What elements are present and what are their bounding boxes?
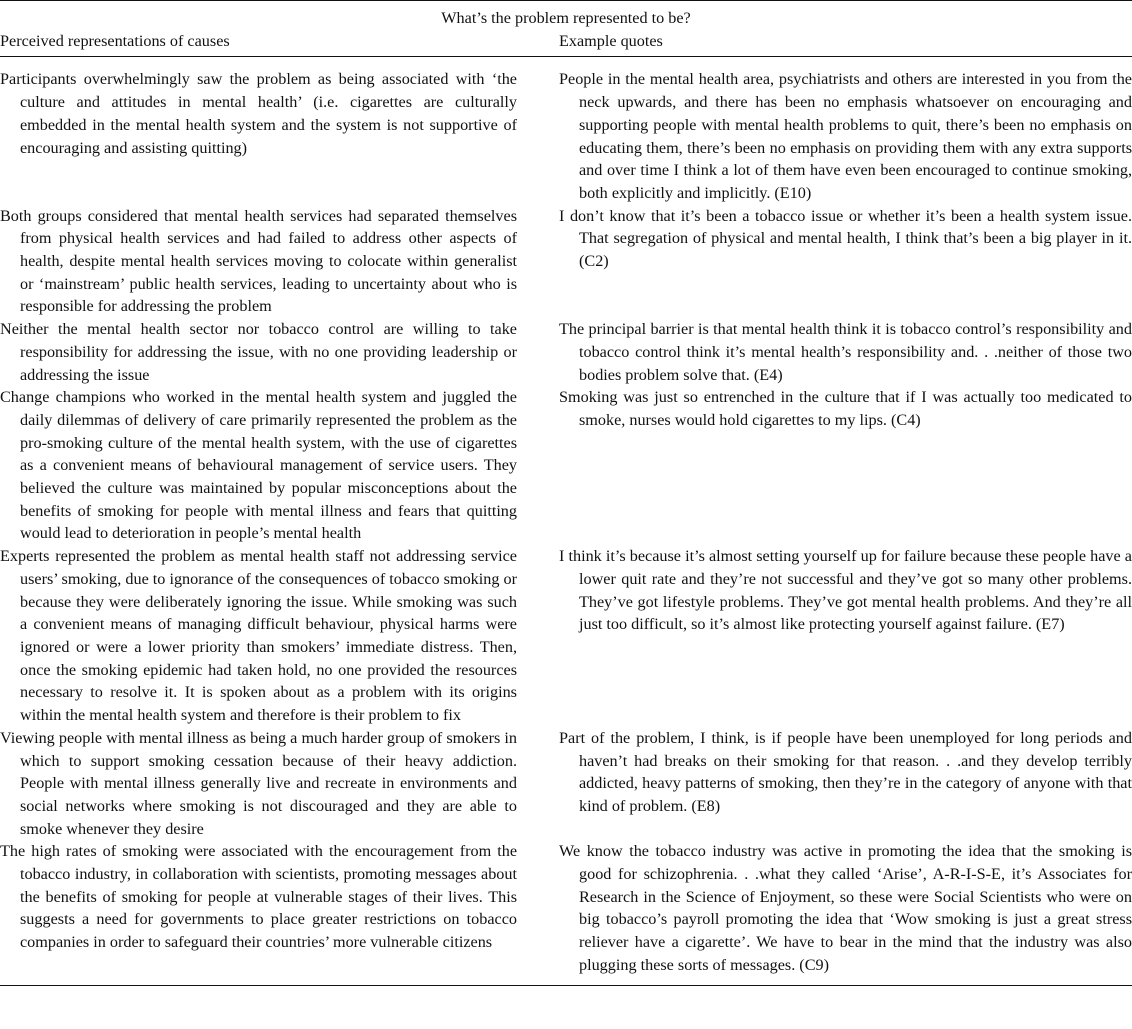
quote-text: People in the mental health area, psychiatrists and others are interested in you from the neck upwards, and there has been no emphasis whatsoever on encouraging and supporting people with mental health problems to quit, there’s been no emphasis on educating them, there’s been no emphasis on providing them with any extra supports and over time I think a lot of them have even been encouraged to continue smoking, both explicitly and implicitly. (E10) xyxy=(559,70,1132,202)
table-supertitle: What’s the problem represented to be? xyxy=(0,1,1132,30)
column-header-quotes: Example quotes xyxy=(559,30,1132,57)
quote-cell xyxy=(559,318,1132,386)
cause-text: Neither the mental health sector nor tobacco control are willing to take responsibility for addressing the issue, with no one providing leadership or addressing the issue xyxy=(0,320,517,384)
quote-cell xyxy=(559,386,1132,545)
cause-cell xyxy=(0,840,559,985)
cause-text: The high rates of smoking were associated with the encouragement from the tobacco industry, in collaboration with scientists, promoting messages about the benefits of smoking for people at vulnerable stages of their lives. This suggests a need for governments to place greater restrictions on tobacco companies in order to safeguard their countries’ more vulnerable citizens xyxy=(0,842,517,952)
column-header-row xyxy=(0,30,1132,57)
table-supertitle-row xyxy=(0,1,1132,30)
table-row xyxy=(0,840,1132,985)
quote-cell xyxy=(559,727,1132,841)
table-row xyxy=(0,57,1132,205)
quote-cell xyxy=(559,205,1132,319)
quote-text: I think it’s because it’s almost setting yourself up for failure because these people have a lower quit rate and they’re not successful and they’ve got so many other problems. They’ve got lifestyle problems. They’ve got mental health problems. And they’re all just too difficult, so it’s almost like protecting yourself against failure. (E7) xyxy=(559,547,1132,634)
table-body xyxy=(0,57,1132,985)
table-row xyxy=(0,386,1132,545)
quote-text: The principal barrier is that mental health think it is tobacco control’s responsibility and tobacco control think it’s mental health’s responsibility and. . .neither of those two bodies problem solve that. (E4) xyxy=(559,320,1132,384)
table-row xyxy=(0,545,1132,727)
cause-cell xyxy=(0,57,559,205)
cause-text: Participants overwhelmingly saw the problem as being associated with ‘the culture and attitudes in mental health’ (i.e. cigarettes are culturally embedded in the mental health system and the system is not supportive of encouraging and assisting quitting) xyxy=(0,70,517,157)
cause-text: Viewing people with mental illness as being a much harder group of smokers in which to support smoking cessation because of their heavy addiction. People with mental illness generally live and recreate in environments and social networks where smoking is not discouraged and they are able to smoke whenever they desire xyxy=(0,728,517,838)
quote-text: I don’t know that it’s been a tobacco issue or whether it’s been a health system issue. That segregation of physical and mental health, I think that’s been a big player in it. (C2) xyxy=(559,206,1132,271)
column-header-causes: Perceived representations of causes xyxy=(0,30,559,57)
quote-text: We know the tobacco industry was active in promoting the idea that the smoking is good for schizophrenia. . .what they called ‘Arise’, A-R-I-S-E, it’s Associates for Research in the Science of Enjoyment, so these were Social Scientists who were on big tobacco’s payroll promoting the idea that ‘Wow smoking is just a great stress reliever have a cigarette’. We have to bear in the mind that the industry was also plugging these sorts of messages. (C9) xyxy=(559,842,1132,974)
cause-text: Both groups considered that mental health services had separated themselves from physical health services and had failed to address other aspects of health, despite mental health services moving to colocate within generalist or ‘mainstream’ public health services, leading to uncertainty about who is responsible for addressing the problem xyxy=(0,206,517,316)
table-header xyxy=(0,1,1132,57)
quote-cell xyxy=(559,840,1132,985)
quote-text: Part of the problem, I think, is if people have been unemployed for long periods and haven’t had breaks on their smoking for that reason. . .and they develop terribly addicted, heavy patterns of smoking, then they’re in the category of anyone with that kind of problem. (E8) xyxy=(559,728,1132,815)
table-row xyxy=(0,318,1132,386)
cause-cell xyxy=(0,727,559,841)
quote-text: Smoking was just so entrenched in the culture that if I was actually too medicated to smoke, nurses would hold cigarettes to my lips. (C4) xyxy=(559,388,1132,429)
quote-cell xyxy=(559,545,1132,727)
cause-cell xyxy=(0,318,559,386)
table-row xyxy=(0,727,1132,841)
quote-cell xyxy=(559,57,1132,205)
cause-cell xyxy=(0,545,559,727)
cause-text: Change champions who worked in the mental health system and juggled the daily dilemmas of delivery of care primarily represented the problem as the pro-smoking culture of the mental health system, with the use of cigarettes as a convenient means of behavioural management of service users. They believed the culture was maintained by popular misconceptions about the benefits of smoking for people with mental illness and fears that quitting would lead to deterioration in people’s mental health xyxy=(0,388,517,543)
table-row xyxy=(0,205,1132,319)
cause-cell xyxy=(0,205,559,319)
cause-cell xyxy=(0,386,559,545)
cause-text: Experts represented the problem as mental health staff not addressing service users’ smoking, due to ignorance of the consequences of tobacco smoking or because they were deliberately ignoring the issue. While smoking was such a convenient means of managing difficult behaviour, physical harms were ignored or were a lower priority than smokers’ immediate distress. Then, once the smoking epidemic had taken hold, no one provided the resources necessary to resolve it. It is spoken about as a problem with its origins within the mental health system and therefore is their problem to fix xyxy=(0,547,517,725)
